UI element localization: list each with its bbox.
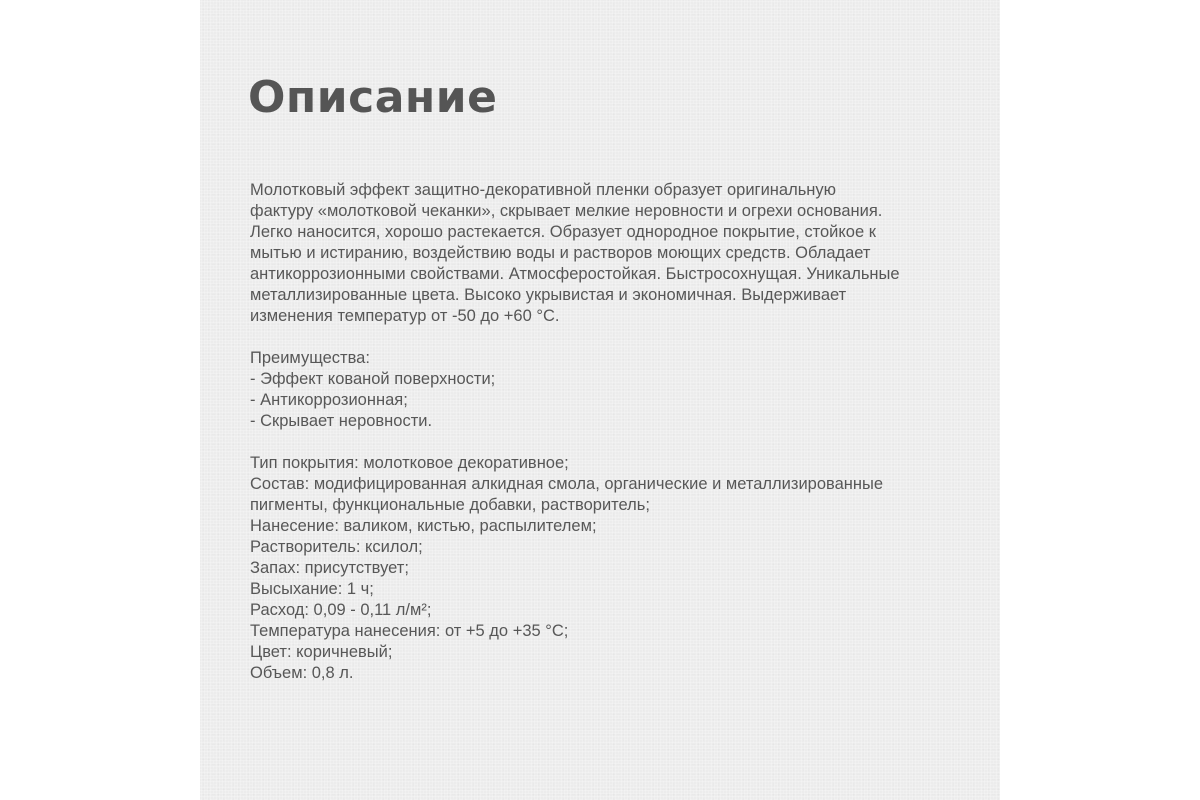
description-card — [200, 0, 1000, 800]
description-line: Легко наносится, хорошо растекается. Образует однородное покрытие, стойкое к — [250, 223, 876, 241]
page-title: Описание — [248, 72, 498, 123]
description-paragraph — [250, 180, 980, 327]
description-line: антикоррозионными свойствами. Атмосферостойкая. Быстросохнущая. Уникальные — [250, 265, 900, 283]
spec-line: Состав: модифицированная алкидная смола, органические и металлизированные — [250, 475, 884, 493]
description-line: изменения температур от -50 до +60 °C. — [250, 307, 560, 325]
description-line: мытью и истиранию, воздействию воды и растворов моющих средств. Обладает — [250, 244, 871, 262]
advantage-item: - Скрывает неровности. — [250, 412, 433, 430]
specs-section — [250, 453, 980, 684]
spec-line: Объем: 0,8 л. — [250, 664, 354, 682]
spec-line: Нанесение: валиком, кистью, распылителем; — [250, 517, 597, 535]
description-line: Молотковый эффект защитно-декоративной пленки образует оригинальную — [250, 181, 837, 199]
spec-line: Тип покрытия: молотковое декоративное; — [250, 454, 569, 472]
advantage-item: - Антикоррозионная; — [250, 391, 408, 409]
spec-line: пигменты, функциональные добавки, растворитель; — [250, 496, 650, 514]
spec-line: Растворитель: ксилол; — [250, 538, 423, 556]
spec-line: Запах: присутствует; — [250, 559, 409, 577]
spec-line: Расход: 0,09 - 0,11 л/м²; — [250, 601, 432, 619]
spec-line: Цвет: коричневый; — [250, 643, 393, 661]
advantages-heading: Преимущества: — [250, 349, 370, 367]
description-line: фактуру «молотковой чеканки», скрывает мелкие неровности и огрехи основания. — [250, 202, 883, 220]
description-line: металлизированные цвета. Высоко укрывистая и экономичная. Выдерживает — [250, 286, 847, 304]
description-body — [250, 180, 980, 705]
spec-line: Температура нанесения: от +5 до +35 °C; — [250, 622, 569, 640]
spec-line: Высыхание: 1 ч; — [250, 580, 374, 598]
advantages-section — [250, 348, 980, 432]
advantage-item: - Эффект кованой поверхности; — [250, 370, 496, 388]
